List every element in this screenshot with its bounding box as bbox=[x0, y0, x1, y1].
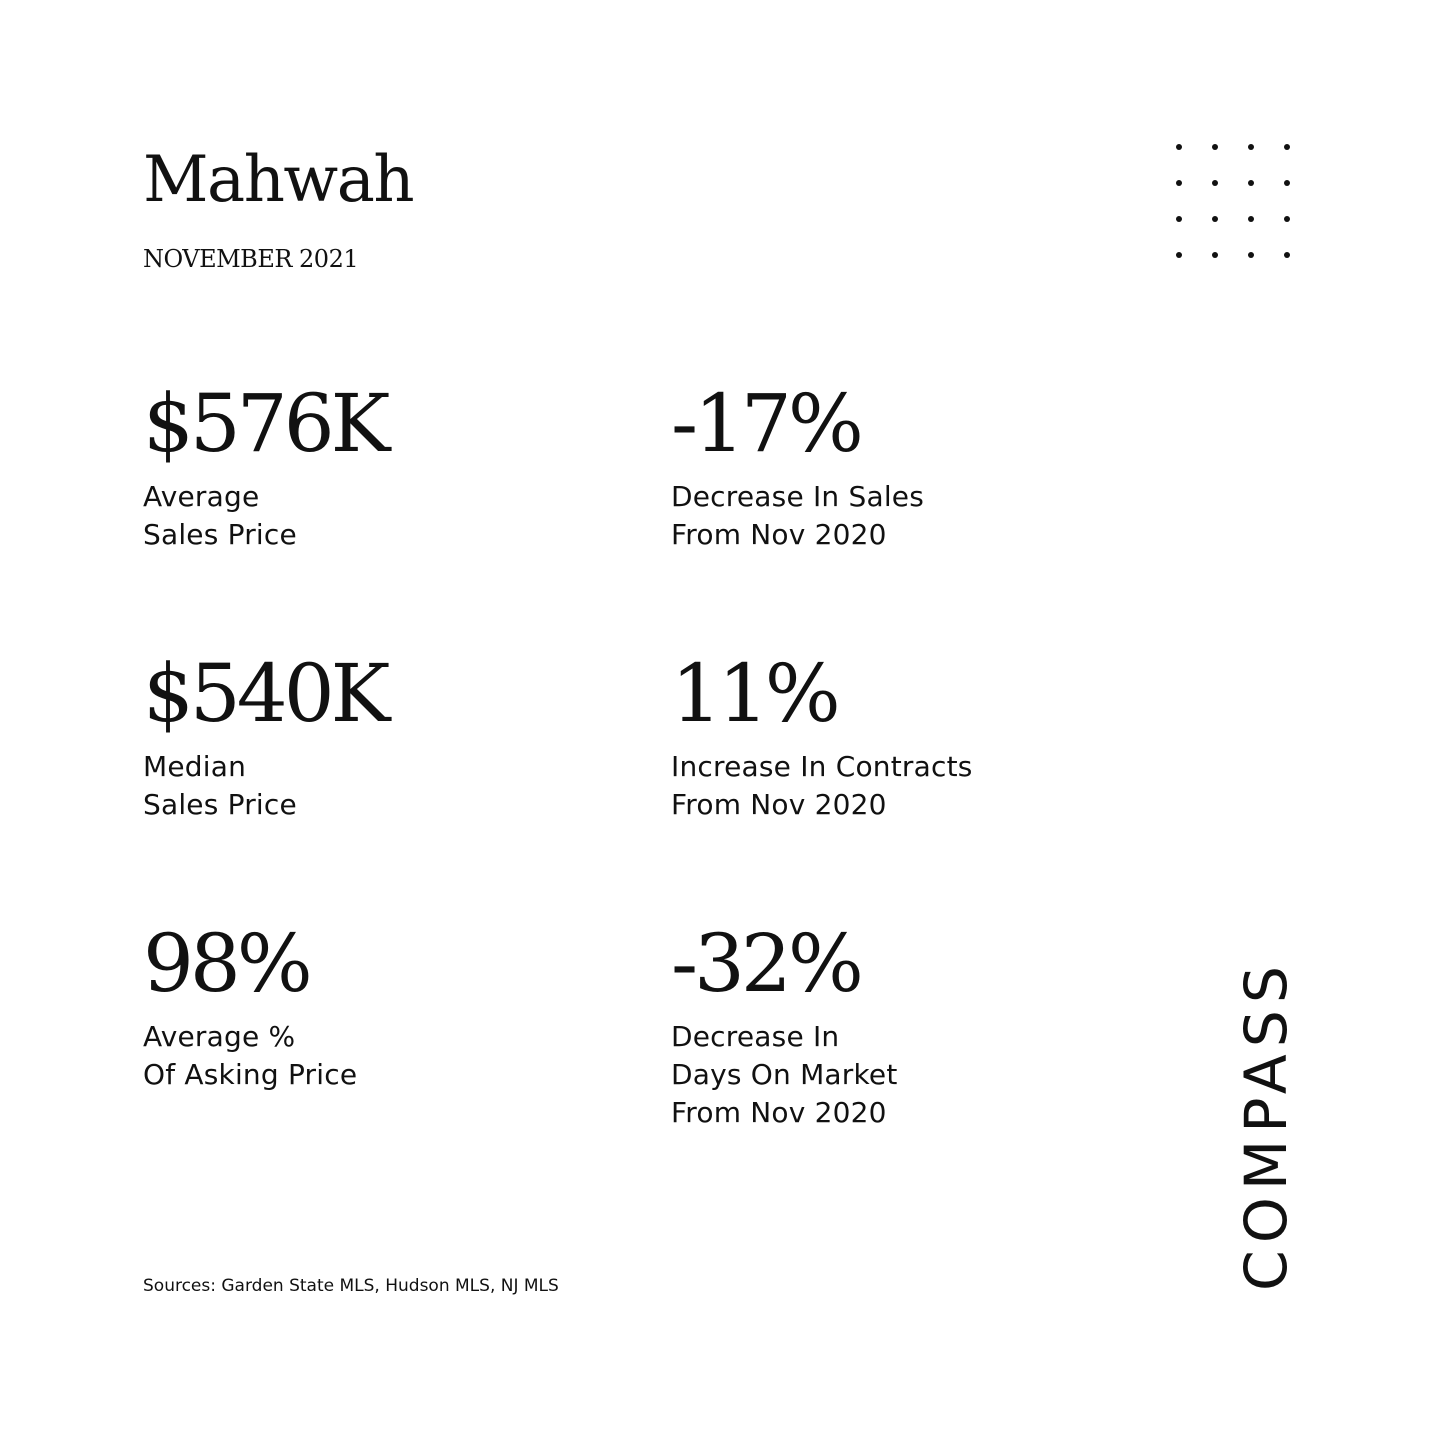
dot-grid-icon bbox=[1176, 144, 1290, 258]
stat-value: 98% bbox=[143, 917, 309, 1010]
stat-label: Increase In Contracts From Nov 2020 bbox=[671, 750, 973, 821]
stat-label: Median Sales Price bbox=[143, 750, 297, 821]
stat-value: $540K bbox=[143, 647, 387, 740]
stat-average-sales-price bbox=[143, 377, 387, 554]
stat-value: -32% bbox=[671, 917, 860, 1010]
stat-value: -17% bbox=[671, 377, 860, 470]
stat-value: $576K bbox=[143, 377, 387, 470]
stat-days-on-market-change bbox=[671, 917, 898, 1132]
stat-label: Decrease In Days On Market From Nov 2020 bbox=[671, 1020, 898, 1129]
stat-label: Decrease In Sales From Nov 2020 bbox=[671, 480, 925, 551]
stat-label: Average Sales Price bbox=[143, 480, 297, 551]
page-title: Mahwah bbox=[143, 143, 414, 217]
sources-note: Sources: Garden State MLS, Hudson MLS, NJ MLS bbox=[143, 1276, 559, 1296]
report-date: NOVEMBER 2021 bbox=[143, 245, 359, 273]
compass-logo-text: COMPASS bbox=[1232, 961, 1300, 1291]
stat-sales-change bbox=[671, 377, 925, 554]
stat-contracts-change bbox=[671, 647, 973, 824]
stat-value: 11% bbox=[671, 647, 837, 740]
stat-label: Average % Of Asking Price bbox=[143, 1020, 358, 1091]
compass-logo bbox=[1226, 955, 1306, 1295]
stat-median-sales-price bbox=[143, 647, 387, 824]
stat-average-asking-price-pct bbox=[143, 917, 358, 1094]
